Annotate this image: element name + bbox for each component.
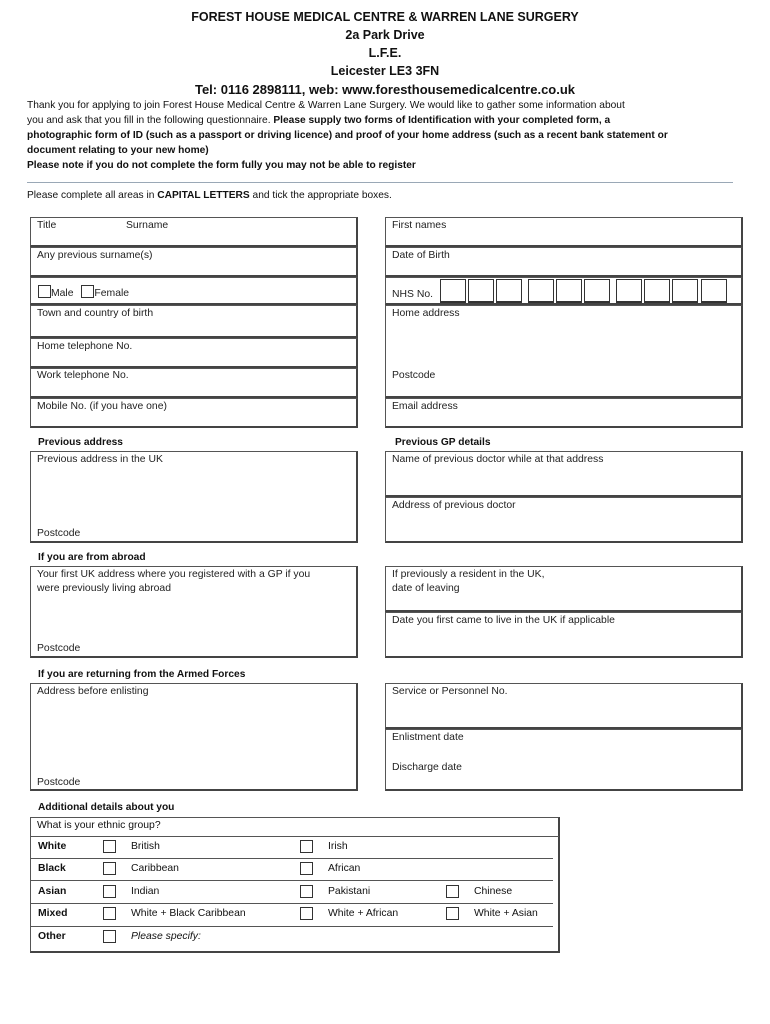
prev-postcode-label: Postcode [37,528,81,539]
first-names-label: First names [392,220,447,231]
resident-label-1: If previously a resident in the UK, [392,569,545,580]
irish-label: Irish [328,841,348,852]
row-divider [31,836,559,837]
before-enlisting-label: Address before enlisting [37,686,149,697]
row-divider [31,858,553,859]
home-address-label: Home address [392,308,460,319]
armed-postcode-label: Postcode [37,777,81,788]
nhs-digit-box[interactable] [468,279,494,303]
row-divider [31,903,553,904]
divider [27,182,733,183]
armed-forces-heading: If you are returning from the Armed Forces [38,669,246,680]
discharge-label: Discharge date [392,762,462,773]
abroad-label-2: were previously living abroad [37,583,171,594]
ethnic-black-label: Black [38,863,66,874]
address-before-enlisting-field[interactable] [30,683,358,791]
home-postcode-label: Postcode [392,370,436,381]
service-no-label: Service or Personnel No. [392,686,508,697]
address-line-1: 2a Park Drive [345,28,425,42]
surname-label: Surname [126,220,169,231]
previous-address-heading: Previous address [38,437,123,448]
nhs-digit-box[interactable] [672,279,698,303]
caribbean-checkbox[interactable] [103,862,116,875]
work-tel-label: Work telephone No. [37,370,129,381]
irish-checkbox[interactable] [300,840,313,853]
prev-surnames-label: Any previous surname(s) [37,250,153,261]
dob-label: Date of Birth [392,250,450,261]
nhs-digit-box[interactable] [528,279,554,303]
chinese-label: Chinese [474,886,513,897]
abroad-label-1: Your first UK address where you registered with a GP if you [37,569,311,580]
white-african-label: White + African [328,908,399,919]
nhs-digit-box[interactable] [496,279,522,303]
white-black-caribbean-label: White + Black Caribbean [131,908,246,919]
nhs-digit-box[interactable] [556,279,582,303]
other-checkbox[interactable] [103,930,116,943]
female-label: Female [94,288,130,299]
white-african-checkbox[interactable] [300,907,313,920]
abroad-postcode-label: Postcode [37,643,81,654]
white-black-caribbean-checkbox[interactable] [103,907,116,920]
home-tel-label: Home telephone No. [37,341,133,352]
previous-gp-heading: Previous GP details [395,437,491,448]
nhs-digit-box[interactable] [701,279,727,303]
town-birth-label: Town and country of birth [37,308,154,319]
mobile-label: Mobile No. (if you have one) [37,401,167,412]
nhs-digit-box[interactable] [616,279,642,303]
instruction: Please complete all areas in CAPITAL LETTERS and tick the appropriate boxes. [27,190,392,201]
pakistani-checkbox[interactable] [300,885,313,898]
caribbean-label: Caribbean [131,863,179,874]
pakistani-label: Pakistani [328,886,371,897]
ethnic-asian-label: Asian [38,886,67,897]
male-checkbox[interactable] [38,285,51,298]
please-specify-label: Please specify: [131,931,201,942]
prev-doctor-address-label: Address of previous doctor [392,500,516,511]
nhs-digit-box[interactable] [440,279,466,303]
additional-details-heading: Additional details about you [38,802,175,813]
male-label: Male [51,288,74,299]
chinese-checkbox[interactable] [446,885,459,898]
nhs-label: NHS No. [392,289,433,300]
intro-text: Thank you for applying to join Forest House Medical Centre & Warren Lane Surgery. We would like to gather some information about you and ask that you fill in the following questionnaire. Please supply two forms of Identification with your completed form, a photographic form of ID (such as a passport or driving licence) and proof of your home address (such as a recent bank statement or document relating to your new home) Please note if you do not complete the form fully you may not be able to register [27,100,668,171]
first-came-label: Date you first came to live in the UK if applicable [392,615,615,626]
ethnic-question: What is your ethnic group? [37,820,161,831]
row-divider [31,880,553,881]
british-checkbox[interactable] [103,840,116,853]
female-checkbox[interactable] [81,285,94,298]
prev-doctor-name-label: Name of previous doctor while at that address [392,454,604,465]
white-asian-checkbox[interactable] [446,907,459,920]
white-asian-label: White + Asian [474,908,538,919]
title-surname-field[interactable] [30,217,358,247]
ethnic-white-label: White [38,841,67,852]
indian-label: Indian [131,886,160,897]
enlistment-label: Enlistment date [392,732,464,743]
nhs-digit-box[interactable] [584,279,610,303]
contact-line: Tel: 0116 2898111, web: www.foresthousemedicalcentre.co.uk [194,82,576,97]
african-label: African [328,863,361,874]
address-line-3: Leicester LE3 3FN [330,64,440,78]
prev-address-label: Previous address in the UK [37,454,163,465]
resident-label-2: date of leaving [392,583,460,594]
title-label: Title [37,220,57,231]
african-checkbox[interactable] [300,862,313,875]
nhs-digit-box[interactable] [644,279,670,303]
practice-name: FOREST HOUSE MEDICAL CENTRE & WARREN LANE SURGERY [191,10,579,24]
british-label: British [131,841,160,852]
abroad-heading: If you are from abroad [38,552,146,563]
indian-checkbox[interactable] [103,885,116,898]
address-line-2: L.F.E. [368,46,402,60]
ethnic-mixed-label: Mixed [38,908,68,919]
ethnic-other-label: Other [38,931,66,942]
email-label: Email address [392,401,458,412]
gender-options [38,285,129,299]
row-divider [31,926,553,927]
